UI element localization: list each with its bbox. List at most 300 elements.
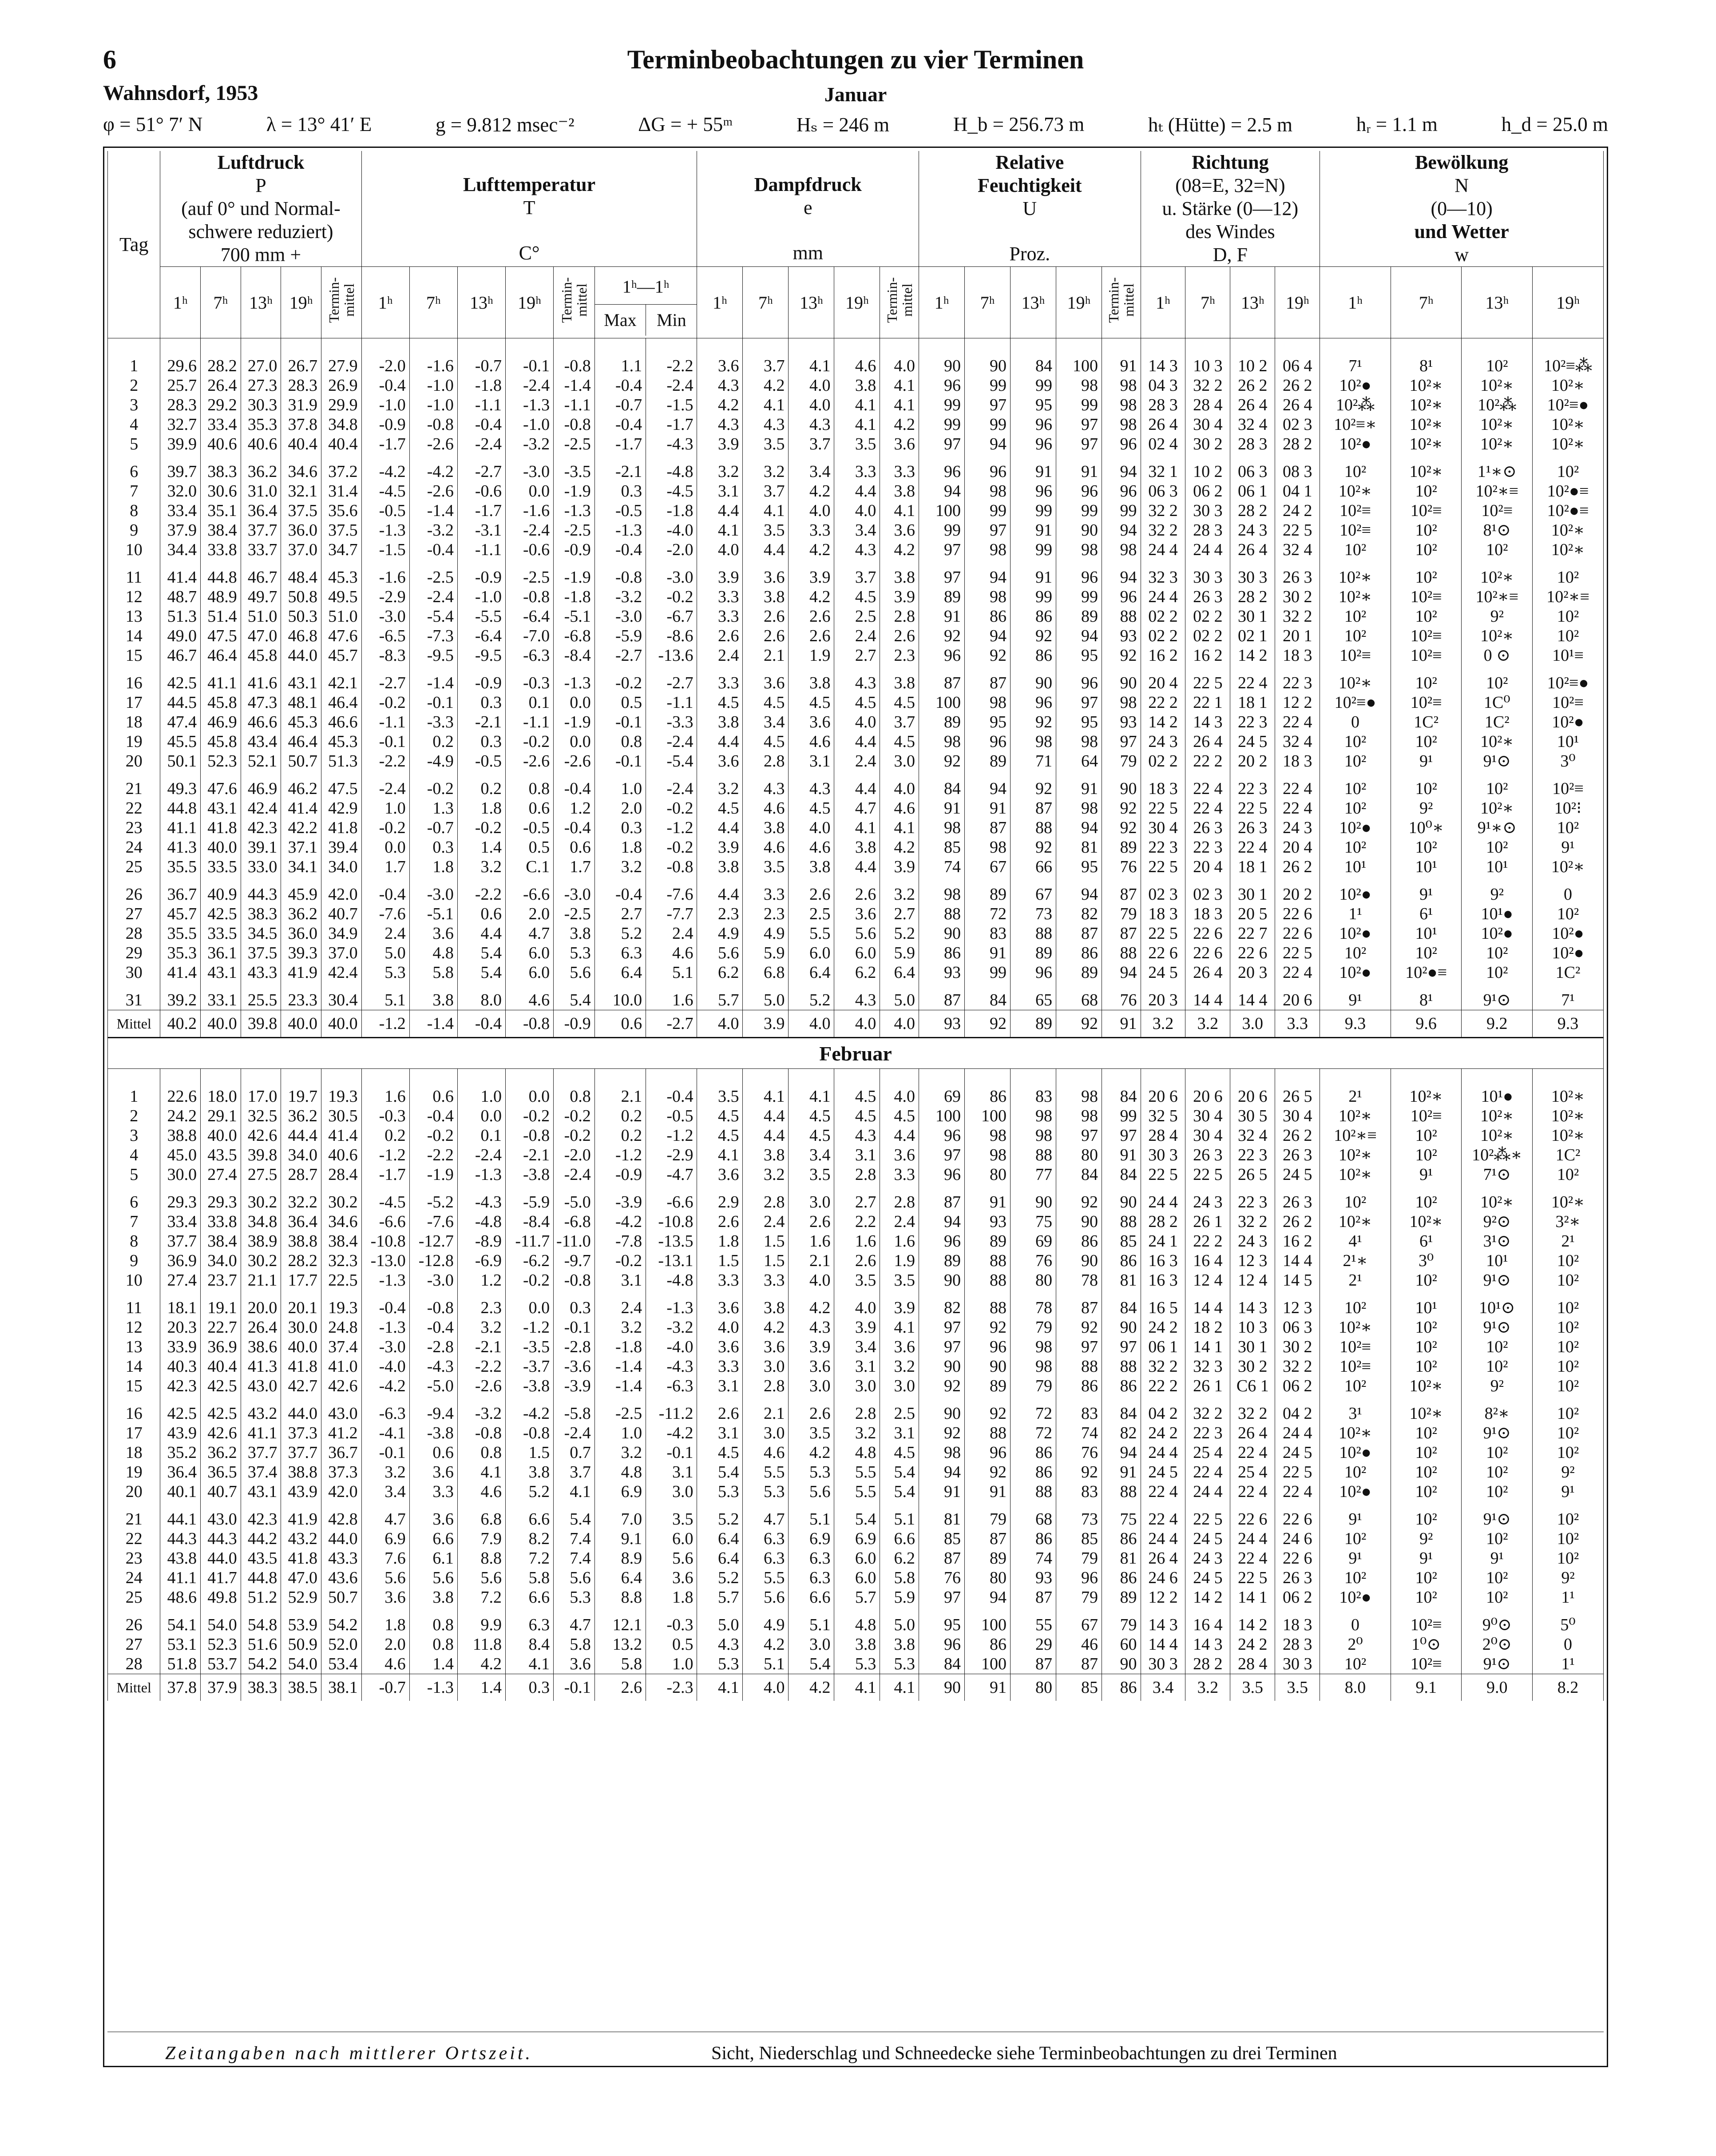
- value-cell: 97: [1056, 415, 1102, 434]
- value-cell: 88: [1102, 607, 1141, 626]
- value-cell: 41.8: [281, 1357, 321, 1376]
- value-cell: 87: [919, 982, 965, 1010]
- value-cell: 98: [919, 732, 965, 751]
- value-cell: 27.9: [321, 338, 361, 376]
- value-cell: 10²: [1533, 1501, 1604, 1529]
- value-cell: 20 4: [1275, 838, 1320, 857]
- value-cell: 24 2: [1141, 1423, 1185, 1443]
- value-cell: 18 2: [1185, 1318, 1230, 1337]
- value-cell: 4.5: [697, 693, 743, 712]
- value-cell: 40.9: [201, 877, 241, 904]
- page-title: Terminbeobachtungen zu vier Terminen: [627, 45, 1084, 74]
- value-cell: 29.3: [160, 1184, 201, 1212]
- value-cell: -0.8: [409, 415, 457, 434]
- value-cell: 24 2: [1230, 1635, 1275, 1654]
- value-cell: 9¹: [1462, 1549, 1533, 1568]
- value-cell: -6.6: [646, 1184, 697, 1212]
- mean-cell: 1.4: [457, 1674, 505, 1701]
- value-cell: 40.6: [201, 434, 241, 454]
- value-cell: 6.3: [789, 1568, 834, 1588]
- value-cell: -0.3: [361, 1106, 409, 1126]
- value-cell: 55: [1010, 1607, 1056, 1635]
- value-cell: 22 2: [1185, 751, 1230, 771]
- value-cell: 3¹⊙: [1462, 1231, 1533, 1251]
- value-cell: 89: [1102, 1588, 1141, 1607]
- value-cell: 4.6: [457, 1482, 505, 1501]
- value-cell: -1.3: [361, 1318, 409, 1337]
- hour-header: 13ʰ: [789, 267, 834, 338]
- value-cell: 41.8: [281, 1549, 321, 1568]
- mean-cell: 4.0: [789, 1010, 834, 1038]
- day-cell: 1: [108, 1069, 160, 1107]
- value-cell: -2.4: [646, 732, 697, 751]
- mean-cell: 3.5: [1275, 1674, 1320, 1701]
- value-cell: 90: [1056, 520, 1102, 540]
- terminmittel-header: Termin-mittel: [1102, 267, 1141, 338]
- value-cell: 34.9: [321, 924, 361, 943]
- value-cell: 98: [1056, 1106, 1102, 1126]
- value-cell: 34.1: [281, 857, 321, 877]
- value-cell: 100: [965, 1607, 1011, 1635]
- value-cell: 3.9: [789, 560, 834, 587]
- value-cell: 3.0: [834, 1376, 880, 1396]
- footer-note-time: Zeitangaben nach mittlerer Ortszeit.: [165, 2043, 533, 2064]
- value-cell: -1.9: [554, 481, 595, 501]
- value-cell: 14 4: [1141, 1635, 1185, 1654]
- value-cell: 88: [965, 1290, 1011, 1318]
- value-cell: -9.7: [554, 1251, 595, 1271]
- value-cell: 46.4: [321, 693, 361, 712]
- value-cell: 87: [919, 665, 965, 693]
- value-cell: -3.7: [505, 1357, 553, 1376]
- value-cell: 4.3: [789, 771, 834, 798]
- value-cell: 10²: [1320, 838, 1391, 857]
- value-cell: 4.6: [646, 943, 697, 963]
- value-cell: 14 3: [1141, 338, 1185, 376]
- value-cell: 22 5: [1230, 798, 1275, 818]
- value-cell: 90: [965, 1357, 1011, 1376]
- param-time-offset: ΔG = + 55ᵐ: [638, 113, 733, 135]
- value-cell: 4.5: [743, 693, 789, 712]
- value-cell: 10²⁝: [1533, 798, 1604, 818]
- value-cell: 2.4: [594, 1290, 646, 1318]
- value-cell: 28 2: [1230, 501, 1275, 520]
- value-cell: -1.4: [594, 1376, 646, 1396]
- value-cell: 45.7: [160, 904, 201, 924]
- value-cell: 97: [965, 520, 1011, 540]
- value-cell: -2.9: [646, 1145, 697, 1165]
- value-cell: 2.1: [743, 646, 789, 665]
- value-cell: 12 3: [1230, 1251, 1275, 1271]
- value-cell: 87: [965, 818, 1011, 838]
- value-cell: 5.9: [880, 943, 919, 963]
- value-cell: 4.8: [594, 1462, 646, 1482]
- value-cell: -0.1: [646, 1443, 697, 1462]
- station-label: Wahnsdorf, 1953: [103, 81, 258, 105]
- value-cell: 10²●: [1320, 877, 1391, 904]
- value-cell: 98: [965, 587, 1011, 607]
- value-cell: -1.1: [554, 395, 595, 415]
- value-cell: 2.6: [743, 626, 789, 646]
- value-cell: 20 3: [1141, 982, 1185, 1010]
- value-cell: 91: [965, 1482, 1011, 1501]
- value-cell: 5.7: [697, 1588, 743, 1607]
- value-cell: 6.3: [594, 943, 646, 963]
- value-cell: 4.4: [697, 501, 743, 520]
- footer-note-reference: Sicht, Niederschlag und Schneedecke siehe Terminbeobachtungen zu drei Terminen: [711, 2043, 1337, 2064]
- value-cell: 14 2: [1230, 646, 1275, 665]
- value-cell: 76: [919, 1568, 965, 1588]
- value-cell: -11.0: [554, 1231, 595, 1251]
- value-cell: 41.4: [281, 798, 321, 818]
- value-cell: 24 5: [1275, 1165, 1320, 1184]
- value-cell: 3.2: [594, 1443, 646, 1462]
- value-cell: 22 5: [1141, 857, 1185, 877]
- value-cell: 4.7: [361, 1501, 409, 1529]
- value-cell: 10 2: [1230, 338, 1275, 376]
- value-cell: 26 3: [1185, 1145, 1230, 1165]
- value-cell: 46.9: [241, 771, 281, 798]
- value-cell: 87: [1010, 798, 1056, 818]
- value-cell: 45.3: [321, 732, 361, 751]
- value-cell: 36.4: [241, 501, 281, 520]
- value-cell: 98: [1056, 798, 1102, 818]
- value-cell: -4.1: [361, 1423, 409, 1443]
- value-cell: 02 2: [1141, 751, 1185, 771]
- value-cell: 33.4: [160, 1212, 201, 1231]
- value-cell: 3.3: [834, 454, 880, 481]
- day-cell: 3: [108, 1126, 160, 1145]
- value-cell: -2.0: [646, 540, 697, 560]
- value-cell: 99: [965, 415, 1011, 434]
- value-cell: 43.4: [241, 732, 281, 751]
- value-cell: 3.6: [361, 1588, 409, 1607]
- value-cell: 32 5: [1141, 1106, 1185, 1126]
- value-cell: 96: [1056, 560, 1102, 587]
- value-cell: 34.6: [321, 1212, 361, 1231]
- value-cell: 4.6: [505, 982, 553, 1010]
- value-cell: 30.2: [321, 1184, 361, 1212]
- value-cell: 99: [1056, 501, 1102, 520]
- value-cell: 3.8: [789, 857, 834, 877]
- value-cell: -10.8: [646, 1212, 697, 1231]
- value-cell: 2.5: [789, 904, 834, 924]
- value-cell: 65: [1010, 982, 1056, 1010]
- value-cell: 44.4: [281, 1126, 321, 1145]
- value-cell: 54.2: [241, 1654, 281, 1674]
- value-cell: 10²: [1462, 943, 1533, 963]
- value-cell: 40.6: [321, 1145, 361, 1165]
- value-cell: 41.8: [321, 818, 361, 838]
- value-cell: 4.1: [505, 1654, 553, 1674]
- hour-header: 7ʰ: [201, 267, 241, 338]
- value-cell: 37.5: [321, 520, 361, 540]
- value-cell: 3.5: [789, 1423, 834, 1443]
- value-cell: 10¹: [1391, 1290, 1462, 1318]
- value-cell: 3.8: [880, 1635, 919, 1654]
- value-cell: 28 3: [1275, 1635, 1320, 1654]
- value-cell: 4.2: [743, 1635, 789, 1654]
- value-cell: -6.6: [505, 877, 553, 904]
- value-cell: 78: [1056, 1271, 1102, 1290]
- value-cell: 22 4: [1275, 798, 1320, 818]
- value-cell: -2.7: [457, 454, 505, 481]
- value-cell: 22 6: [1275, 924, 1320, 943]
- value-cell: -6.3: [646, 1376, 697, 1396]
- value-cell: -1.7: [594, 434, 646, 454]
- value-cell: 32.7: [160, 415, 201, 434]
- value-cell: 7.4: [554, 1549, 595, 1568]
- value-cell: -7.0: [505, 626, 553, 646]
- value-cell: 10¹⊙: [1462, 1290, 1533, 1318]
- value-cell: 4.2: [789, 481, 834, 501]
- value-cell: 5.3: [361, 963, 409, 982]
- value-cell: 28 2: [1230, 587, 1275, 607]
- value-cell: 6.0: [646, 1529, 697, 1549]
- value-cell: 73: [1010, 904, 1056, 924]
- value-cell: 5.3: [834, 1654, 880, 1674]
- value-cell: 3.6: [880, 1337, 919, 1357]
- value-cell: 31.4: [321, 481, 361, 501]
- value-cell: 6.4: [697, 1549, 743, 1568]
- value-cell: 5.9: [880, 1588, 919, 1607]
- value-cell: 83: [1056, 1396, 1102, 1423]
- value-cell: -1.2: [646, 1126, 697, 1145]
- day-cell: 10: [108, 1271, 160, 1290]
- value-cell: 3.3: [697, 665, 743, 693]
- value-cell: 22 2: [1141, 693, 1185, 712]
- value-cell: 32.0: [160, 481, 201, 501]
- value-cell: 92: [1010, 838, 1056, 857]
- value-cell: 91: [919, 798, 965, 818]
- value-cell: 82: [919, 1290, 965, 1318]
- value-cell: 4.1: [743, 501, 789, 520]
- value-cell: 6.6: [789, 1588, 834, 1607]
- mean-cell: 9.6: [1391, 1010, 1462, 1038]
- value-cell: 10²≡: [1391, 501, 1462, 520]
- value-cell: 90: [1102, 1654, 1141, 1674]
- value-cell: 4.6: [789, 838, 834, 857]
- value-cell: 0.6: [505, 798, 553, 818]
- value-cell: 10²∗: [1391, 1212, 1462, 1231]
- value-cell: 31.9: [281, 395, 321, 415]
- value-cell: 10²∗: [1391, 1396, 1462, 1423]
- value-cell: 98: [1010, 1106, 1056, 1126]
- value-cell: 41.3: [160, 838, 201, 857]
- value-cell: 2.6: [834, 1251, 880, 1271]
- value-cell: 10²≡: [1391, 1654, 1462, 1674]
- value-cell: 3.2: [880, 877, 919, 904]
- value-cell: -6.3: [505, 646, 553, 665]
- table-row: [108, 1069, 1604, 1107]
- value-cell: 98: [965, 540, 1011, 560]
- value-cell: 94: [919, 1212, 965, 1231]
- value-cell: 10²: [1320, 751, 1391, 771]
- value-cell: -6.2: [505, 1251, 553, 1271]
- value-cell: 5.0: [880, 1607, 919, 1635]
- day-cell: 13: [108, 607, 160, 626]
- value-cell: 88: [1056, 1357, 1102, 1376]
- value-cell: 89: [965, 877, 1011, 904]
- value-cell: -3.9: [594, 1184, 646, 1212]
- mean-cell: 3.2: [1185, 1010, 1230, 1038]
- value-cell: 39.1: [241, 838, 281, 857]
- value-cell: 3.3: [880, 1165, 919, 1184]
- value-cell: 96: [1102, 587, 1141, 607]
- value-cell: 88: [1102, 943, 1141, 963]
- value-cell: 10²: [1320, 1529, 1391, 1549]
- value-cell: 74: [919, 857, 965, 877]
- value-cell: 9¹⊙: [1462, 1501, 1533, 1529]
- value-cell: 3.8: [834, 1635, 880, 1654]
- day-cell: 28: [108, 1654, 160, 1674]
- value-cell: 10¹: [1320, 857, 1391, 877]
- value-cell: 4.6: [743, 1443, 789, 1462]
- value-cell: 10²≡●: [1533, 665, 1604, 693]
- value-cell: 26 2: [1275, 376, 1320, 395]
- value-cell: 1.8: [409, 857, 457, 877]
- value-cell: 52.0: [321, 1635, 361, 1654]
- mean-cell: 9.0: [1462, 1674, 1533, 1701]
- table-row: [108, 646, 1604, 665]
- value-cell: 14 4: [1185, 1290, 1230, 1318]
- value-cell: 4.3: [743, 415, 789, 434]
- value-cell: 26 3: [1185, 587, 1230, 607]
- value-cell: -4.5: [361, 1184, 409, 1212]
- value-cell: 3.0: [743, 1423, 789, 1443]
- value-cell: 42.9: [321, 798, 361, 818]
- value-cell: 68: [1056, 982, 1102, 1010]
- value-cell: -3.0: [554, 877, 595, 904]
- value-cell: 42.6: [321, 1376, 361, 1396]
- value-cell: 34.8: [321, 415, 361, 434]
- value-cell: -0.2: [646, 587, 697, 607]
- value-cell: 82: [1056, 904, 1102, 924]
- value-cell: 23.7: [201, 1271, 241, 1290]
- value-cell: -1.7: [361, 1165, 409, 1184]
- value-cell: 7.0: [594, 1501, 646, 1529]
- value-cell: 51.6: [241, 1635, 281, 1654]
- table-row: [108, 454, 1604, 481]
- value-cell: 6.6: [880, 1529, 919, 1549]
- value-cell: 3.5: [834, 434, 880, 454]
- value-cell: 4.4: [457, 924, 505, 943]
- value-cell: 54.1: [160, 1607, 201, 1635]
- value-cell: 3.1: [880, 1423, 919, 1443]
- day-cell: 18: [108, 1443, 160, 1462]
- value-cell: 10²≡: [1391, 693, 1462, 712]
- value-cell: 98: [965, 481, 1011, 501]
- value-cell: 3.1: [594, 1271, 646, 1290]
- value-cell: 10²: [1533, 560, 1604, 587]
- value-cell: 2.8: [834, 1165, 880, 1184]
- mean-cell: 91: [1102, 1010, 1141, 1038]
- value-cell: 22 4: [1275, 1482, 1320, 1501]
- value-cell: 4.4: [743, 540, 789, 560]
- value-cell: -3.0: [409, 877, 457, 904]
- value-cell: 6.9: [361, 1529, 409, 1549]
- value-cell: 3.3: [697, 1271, 743, 1290]
- value-cell: 36.9: [160, 1251, 201, 1271]
- value-cell: 2.8: [880, 1184, 919, 1212]
- value-cell: 26 3: [1230, 818, 1275, 838]
- value-cell: 96: [965, 732, 1011, 751]
- value-cell: 10²∗: [1462, 1184, 1533, 1212]
- value-cell: 32 2: [1275, 1357, 1320, 1376]
- value-cell: 0.2: [457, 771, 505, 798]
- value-cell: 18 3: [1275, 751, 1320, 771]
- table-row: [108, 1145, 1604, 1165]
- value-cell: 41.7: [201, 1568, 241, 1588]
- value-cell: 4.7: [834, 798, 880, 818]
- value-cell: 1.6: [880, 1231, 919, 1251]
- value-cell: 4.9: [743, 1607, 789, 1635]
- value-cell: 22 4: [1230, 838, 1275, 857]
- mean-cell: -1.2: [361, 1010, 409, 1038]
- value-cell: 99: [1010, 540, 1056, 560]
- value-cell: 39.7: [160, 454, 201, 481]
- day-cell: 25: [108, 1588, 160, 1607]
- value-cell: 4.2: [697, 395, 743, 415]
- value-cell: -5.9: [505, 1184, 553, 1212]
- value-cell: 41.0: [321, 1357, 361, 1376]
- value-cell: 3.6: [880, 1145, 919, 1165]
- value-cell: -0.6: [457, 481, 505, 501]
- value-cell: 6.6: [505, 1588, 553, 1607]
- value-cell: 46.4: [281, 732, 321, 751]
- value-cell: 33.8: [201, 540, 241, 560]
- mean-cell: 4.0: [880, 1010, 919, 1038]
- day-cell: 16: [108, 1396, 160, 1423]
- value-cell: 96: [919, 646, 965, 665]
- value-cell: 4.1: [789, 338, 834, 376]
- value-cell: 37.4: [241, 1462, 281, 1482]
- value-cell: -0.9: [457, 665, 505, 693]
- value-cell: 4.3: [834, 540, 880, 560]
- value-cell: 0.2: [594, 1126, 646, 1145]
- mean-cell: -0.1: [554, 1674, 595, 1701]
- value-cell: 0.6: [409, 1069, 457, 1107]
- value-cell: 4¹: [1320, 1231, 1391, 1251]
- value-cell: 91: [965, 943, 1011, 963]
- value-cell: 43.9: [281, 1482, 321, 1501]
- value-cell: 39.8: [241, 1145, 281, 1165]
- value-cell: -2.4: [554, 1165, 595, 1184]
- value-cell: 10²∗: [1320, 1106, 1391, 1126]
- value-cell: 47.6: [201, 771, 241, 798]
- value-cell: 24 4: [1141, 1529, 1185, 1549]
- value-cell: -4.3: [646, 434, 697, 454]
- table-row: [108, 1212, 1604, 1231]
- value-cell: 30 4: [1185, 1126, 1230, 1145]
- value-cell: 6.9: [789, 1529, 834, 1549]
- value-cell: 98: [1010, 1337, 1056, 1357]
- day-cell: 11: [108, 560, 160, 587]
- value-cell: 22 5: [1275, 943, 1320, 963]
- value-cell: -0.8: [409, 1290, 457, 1318]
- value-cell: 3.1: [697, 1423, 743, 1443]
- value-cell: 1¹: [1533, 1588, 1604, 1607]
- value-cell: 3.2: [880, 1357, 919, 1376]
- value-cell: 5.1: [789, 1607, 834, 1635]
- value-cell: -1.4: [554, 376, 595, 395]
- value-cell: 98: [1056, 540, 1102, 560]
- value-cell: 26 3: [1185, 818, 1230, 838]
- value-cell: 2.7: [594, 904, 646, 924]
- value-cell: 44.0: [281, 646, 321, 665]
- value-cell: 36.2: [241, 454, 281, 481]
- value-cell: 5.5: [743, 1462, 789, 1482]
